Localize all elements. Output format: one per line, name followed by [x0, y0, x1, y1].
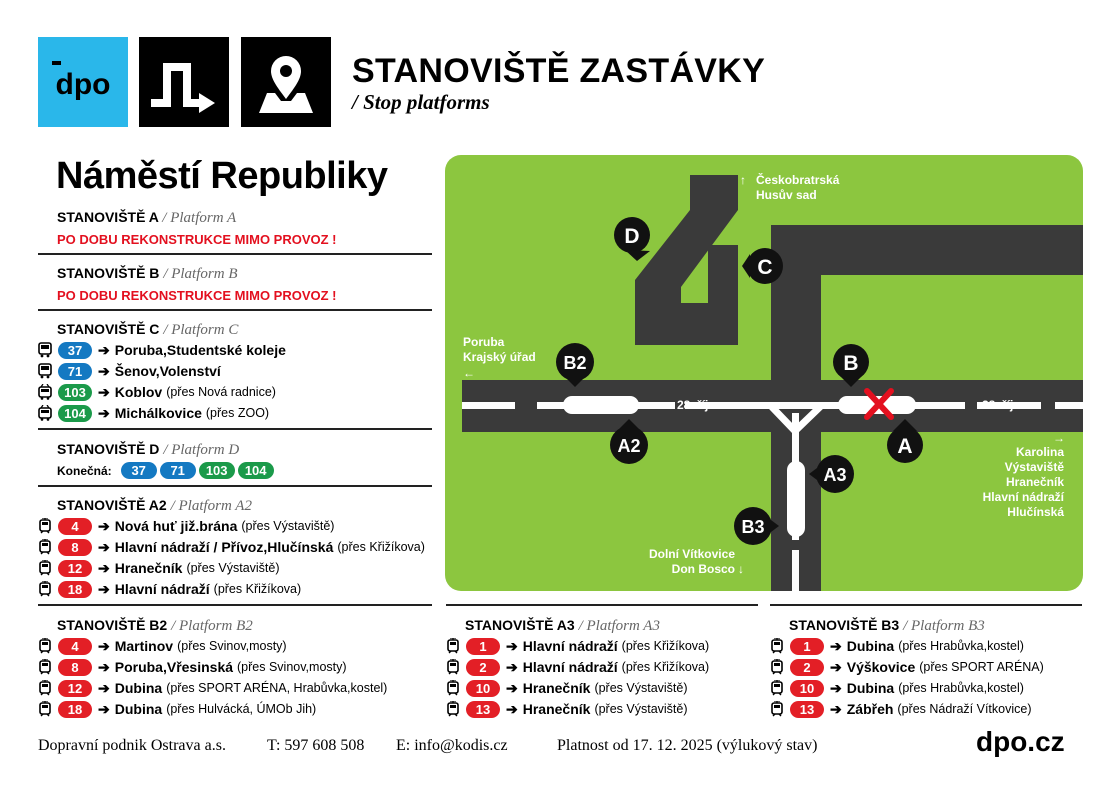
tram-icon [446, 638, 460, 654]
line-row [38, 341, 286, 359]
destination: Michálkovice [114, 405, 202, 421]
direction-arrow-icon: ➔ [98, 658, 110, 675]
line-number-badge: 2 [790, 659, 824, 676]
via-note: (přes Výstaviště) [186, 561, 280, 575]
line-row [446, 700, 688, 718]
destination: Dubina [114, 680, 163, 696]
tram-icon [38, 701, 52, 717]
line-number-badge: 18 [58, 581, 92, 598]
via-note: (přes Svinov,mosty) [237, 660, 347, 674]
line-number-badge: 18 [58, 701, 92, 718]
bus-icon [38, 363, 52, 379]
direction-arrow-icon: ➔ [830, 637, 842, 654]
direction-arrow-icon: ➔ [98, 517, 110, 534]
line-number-badge: 10 [466, 680, 500, 697]
via-note: (přes ZOO) [205, 406, 270, 420]
south-label-1: Dolní Vítkovice [648, 547, 735, 561]
line-row [38, 538, 425, 556]
divider [38, 604, 432, 606]
line-row [770, 679, 1024, 697]
line-number-badge: 4 [58, 638, 92, 655]
divider [38, 309, 432, 311]
destination: Hranečník [522, 680, 591, 696]
via-note: (přes Nová radnice) [166, 385, 276, 399]
platform-b-closed-note: PO DOBU REKONSTRUKCE MIMO PROVOZ ! [57, 288, 337, 303]
line-number-badge: 10 [790, 680, 824, 697]
svg-text:A: A [897, 435, 913, 458]
arrow-left-icon: ← [463, 366, 475, 380]
header-title: STANOVIŠTĚ ZASTÁVKY [352, 52, 766, 90]
line-row [38, 679, 387, 697]
destination: Hranečník [522, 701, 591, 717]
direction-arrow-icon: ➔ [98, 341, 110, 358]
platform-island-a3 [787, 461, 805, 537]
tram-icon [38, 638, 52, 654]
svg-text:B3: B3 [741, 517, 765, 537]
destination: Zábřeh [846, 701, 894, 717]
destination: Poruba,Studentské koleje [114, 342, 286, 358]
direction-arrow-icon: ➔ [830, 679, 842, 696]
arrow-up-icon: ↑ [740, 173, 746, 187]
line-row [446, 679, 688, 697]
destination: Hlavní nádraží / Přívoz,Hlučínská [114, 539, 334, 555]
tram-icon [770, 680, 784, 696]
direction-arrow-icon: ➔ [830, 658, 842, 675]
terminus-line-badge: 103 [199, 462, 235, 479]
platform-d-terminus [57, 462, 274, 479]
svg-text:D: D [624, 225, 640, 248]
via-note: (přes SPORT ARÉNA) [919, 660, 1044, 674]
line-row [38, 700, 316, 718]
line-row [38, 362, 221, 380]
east-label: Hlavní nádraží [982, 490, 1064, 504]
platform-d-heading: STANOVIŠTĚ D / Platform D [57, 441, 240, 458]
line-row [38, 517, 334, 535]
via-note: (přes Výstaviště) [594, 681, 688, 695]
svg-text:B2: B2 [563, 353, 587, 373]
arrow-down-icon: ↓ [738, 562, 744, 576]
platform-a3-heading: STANOVIŠTĚ A3 / Platform A3 [465, 617, 660, 634]
divider [38, 485, 432, 487]
tram-icon [446, 701, 460, 717]
line-row [770, 700, 1032, 718]
via-note: (přes Nádraží Vítkovice) [897, 702, 1032, 716]
terminus-line-badge: 104 [238, 462, 274, 479]
destination: Hlavní nádraží [114, 581, 210, 597]
line-number-badge: 71 [58, 363, 92, 380]
via-note: (přes Křižíkova) [213, 582, 302, 596]
tram-icon [770, 659, 784, 675]
tram-icon [38, 560, 52, 576]
destination: Hlavní nádraží [522, 638, 618, 654]
line-number-badge: 13 [466, 701, 500, 718]
footer-phone: T: 597 608 508 [267, 737, 365, 754]
tram-icon [446, 680, 460, 696]
tram-icon [38, 659, 52, 675]
platform-b-heading: STANOVIŠTĚ B / Platform B [57, 265, 238, 282]
line-number-badge: 103 [58, 384, 92, 401]
line-number-badge: 104 [58, 405, 92, 422]
tram-icon [38, 518, 52, 534]
west-label-2: Krajský úřad [463, 350, 536, 364]
tram-icon [38, 539, 52, 555]
line-row [446, 637, 709, 655]
line-number-badge: 8 [58, 539, 92, 556]
east-label: Hranečník [1005, 475, 1064, 489]
stop-name: Náměstí Republiky [56, 155, 388, 197]
line-number-badge: 4 [58, 518, 92, 535]
platform-c-heading: STANOVIŠTĚ C / Platform C [57, 321, 239, 338]
destination: Hranečník [114, 560, 183, 576]
direction-arrow-icon: ➔ [98, 580, 110, 597]
platform-island-b2 [563, 396, 639, 414]
line-row [770, 637, 1024, 655]
north-label-1: Českobratrská [756, 173, 840, 187]
platform-b3-heading: STANOVIŠTĚ B3 / Platform B3 [789, 617, 985, 634]
svg-text:A2: A2 [617, 436, 641, 456]
trolleybus-icon [38, 384, 52, 400]
west-label-1: Poruba [463, 335, 505, 349]
destination: Výškovice [846, 659, 916, 675]
dpo-logo [38, 37, 128, 127]
via-note: (přes Hulvácká, ÚMOb Jih) [166, 702, 317, 716]
terminus-line-badge: 71 [160, 462, 196, 479]
via-note: (přes SPORT ARÉNA, Hrabůvka,kostel) [166, 681, 388, 695]
direction-arrow-icon: ➔ [98, 559, 110, 576]
svg-text:A3: A3 [823, 465, 847, 485]
svg-text:C: C [757, 256, 773, 279]
via-note: (přes Hrabůvka,kostel) [898, 639, 1024, 653]
line-row [38, 658, 347, 676]
via-note: (přes Křižíkova) [621, 639, 710, 653]
road-north-east [771, 225, 1083, 275]
line-row [38, 559, 280, 577]
divider [38, 253, 432, 255]
tram-icon [38, 581, 52, 597]
destination: Poruba,Vřesinská [114, 659, 234, 675]
platform-a2-heading: STANOVIŠTĚ A2 / Platform A2 [57, 497, 252, 514]
direction-arrow-icon: ➔ [506, 637, 518, 654]
tram-icon [38, 680, 52, 696]
arrow-right-icon: → [1053, 431, 1065, 445]
via-note: (přes Výstaviště) [241, 519, 335, 533]
footer-email: E: info@kodis.cz [396, 737, 508, 754]
footer-company: Dopravní podnik Ostrava a.s. [38, 737, 226, 754]
tram-icon [770, 638, 784, 654]
platform-a-closed-note: PO DOBU REKONSTRUKCE MIMO PROVOZ ! [57, 232, 337, 247]
terminus-line-badge: 37 [121, 462, 157, 479]
destination: Dubina [846, 680, 895, 696]
terminus-label: Konečná: [57, 463, 112, 478]
direction-arrow-icon: ➔ [506, 658, 518, 675]
divider [38, 428, 432, 430]
line-row [770, 658, 1044, 676]
direction-arrow-icon: ➔ [506, 679, 518, 696]
north-label-2: Husův sad [756, 188, 817, 202]
via-note: (přes Křižíkova) [337, 540, 425, 554]
footer-brand: dpo.cz [976, 726, 1065, 757]
divider [770, 604, 1082, 606]
direction-arrow-icon: ➔ [98, 679, 110, 696]
via-note: (přes Hrabůvka,kostel) [898, 681, 1024, 695]
intersection-map [445, 155, 1083, 591]
direction-arrow-icon: ➔ [506, 700, 518, 717]
destination: Dubina [114, 701, 163, 717]
via-note: (přes Křižíkova) [621, 660, 710, 674]
east-label: Karolina [1015, 445, 1064, 459]
location-pin-icon [241, 37, 331, 127]
direction-arrow-icon: ➔ [98, 404, 110, 421]
tram-icon [446, 659, 460, 675]
line-number-badge: 37 [58, 342, 92, 359]
platform-a-heading: STANOVIŠTĚ A / Platform A [57, 209, 237, 226]
line-number-badge: 8 [58, 659, 92, 676]
line-number-badge: 2 [466, 659, 500, 676]
line-number-badge: 12 [58, 560, 92, 577]
tram-icon [770, 701, 784, 717]
direction-arrow-icon: ➔ [98, 637, 110, 654]
line-number-badge: 12 [58, 680, 92, 697]
destination: Dubina [846, 638, 895, 654]
direction-arrow-icon: ➔ [98, 383, 110, 400]
bus-icon [38, 342, 52, 358]
direction-arrow-icon: ➔ [98, 700, 110, 717]
svg-text:B: B [843, 352, 859, 375]
line-number-badge: 1 [790, 638, 824, 655]
direction-arrow-icon: ➔ [98, 362, 110, 379]
direction-arrow-icon: ➔ [830, 700, 842, 717]
destination: Koblov [114, 384, 163, 400]
east-label: Hlučínská [1007, 505, 1064, 519]
destination: Nová huť již.brána [114, 518, 238, 534]
destination: Martinov [114, 638, 174, 654]
direction-arrow-icon: ➔ [98, 538, 110, 555]
east-label: Výstaviště [1004, 460, 1064, 474]
via-note: (přes Svinov,mosty) [177, 639, 287, 653]
destination: Hlavní nádraží [522, 659, 618, 675]
line-row [38, 637, 287, 655]
via-note: (přes Výstaviště) [594, 702, 688, 716]
footer-validity: Platnost od 17. 12. 2025 (výlukový stav) [557, 737, 818, 754]
header-subtitle: / Stop platforms [352, 90, 490, 114]
svg-text:dpo: dpo [55, 68, 111, 101]
street-label-west: 28. října [677, 398, 723, 412]
street-label-east: 28. října [982, 398, 1028, 412]
line-row [38, 580, 301, 598]
line-number-badge: 1 [466, 638, 500, 655]
line-row [38, 404, 269, 422]
divider [446, 604, 758, 606]
destination: Šenov,Volenství [114, 363, 221, 379]
platform-b2-heading: STANOVIŠTĚ B2 / Platform B2 [57, 617, 253, 634]
line-number-badge: 13 [790, 701, 824, 718]
line-row [38, 383, 276, 401]
south-label-2: Don Bosco [671, 562, 735, 576]
line-row [446, 658, 709, 676]
trolleybus-icon [38, 405, 52, 421]
transfer-arrow-icon [139, 37, 229, 127]
